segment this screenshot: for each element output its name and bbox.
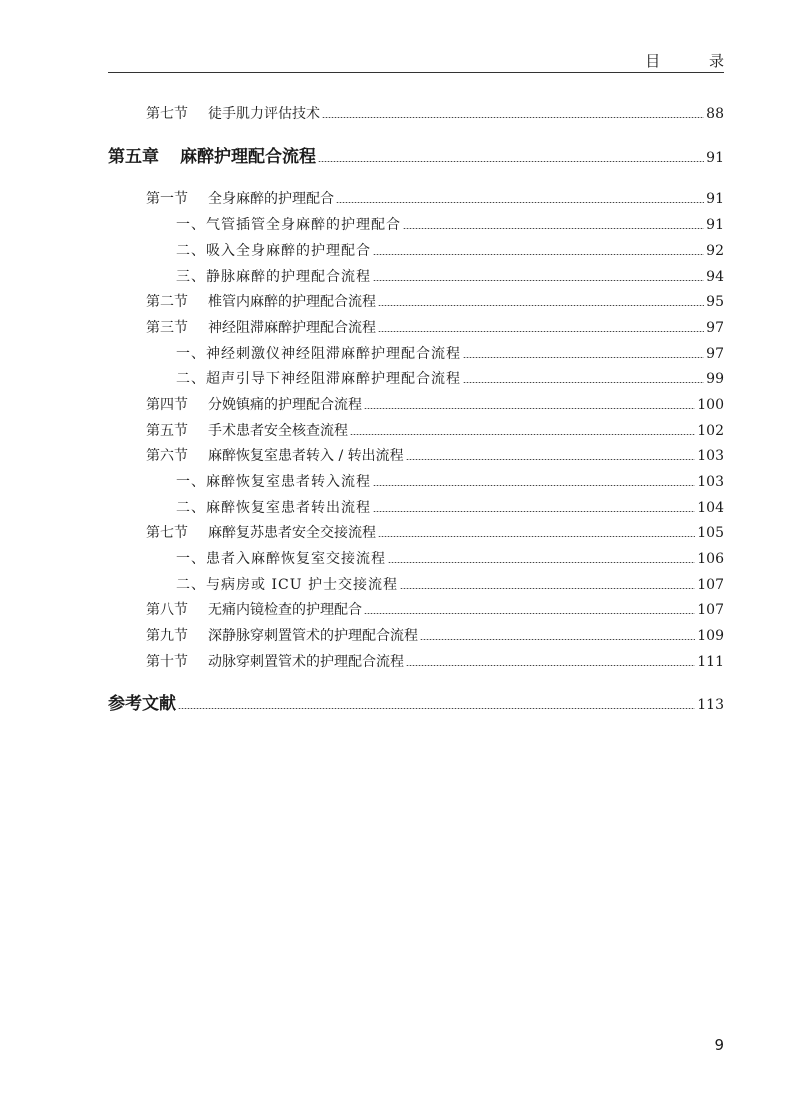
toc-entry[interactable]: [146, 600, 724, 620]
dot-leader: [336, 202, 704, 203]
dot-leader: [463, 382, 704, 383]
dot-leader: [322, 117, 704, 118]
toc-entry[interactable]: [176, 241, 724, 261]
toc-entry[interactable]: [146, 292, 724, 312]
toc-entry-number: 第六节: [146, 448, 188, 464]
running-header-title: 目 录: [645, 52, 746, 70]
toc-entry[interactable]: [146, 626, 724, 646]
toc-entry-number: 第十节: [146, 654, 188, 670]
toc-entry-title: 二、与病房或 ICU 护士交接流程: [176, 577, 398, 593]
toc-entry[interactable]: [146, 523, 724, 543]
toc-entry-page: 97: [706, 346, 724, 362]
toc-entry[interactable]: [176, 472, 724, 492]
toc-entry[interactable]: [146, 421, 724, 441]
chapter-title: 麻醉护理配合流程: [180, 147, 316, 167]
toc-entry-page: 103: [697, 448, 724, 464]
toc-entry[interactable]: [146, 395, 724, 415]
dot-leader: [350, 434, 695, 435]
toc-entry-title: 神经阻滞麻醉护理配合流程: [208, 320, 376, 336]
dot-leader: [178, 708, 695, 709]
dot-leader: [406, 665, 695, 666]
toc-entry[interactable]: [176, 344, 724, 364]
toc-entry-page: 99: [706, 371, 724, 387]
toc-entry-number: 第七节: [146, 525, 188, 541]
chapter-number: 第五章: [108, 147, 159, 167]
toc-entry-number: 第四节: [146, 397, 188, 413]
page-number: 9: [714, 1036, 724, 1054]
dot-leader: [364, 408, 695, 409]
toc-entry[interactable]: [146, 446, 724, 466]
toc-entry[interactable]: [146, 318, 724, 338]
toc-entry-page: 107: [697, 602, 724, 618]
dot-leader: [400, 588, 695, 589]
toc-entry-title: 手术患者安全核查流程: [208, 423, 348, 439]
dot-leader: [378, 536, 695, 537]
toc-entry-number: 第二节: [146, 294, 188, 310]
dot-leader: [373, 511, 695, 512]
toc-entry-title: 二、超声引导下神经阻滞麻醉护理配合流程: [176, 371, 461, 387]
toc-entry-title: 二、麻醉恢复室患者转出流程: [176, 500, 371, 516]
toc-entry-title: 动脉穿刺置管术的护理配合流程: [208, 654, 404, 670]
toc-entry-title: 麻醉恢复室患者转入 / 转出流程: [208, 448, 404, 464]
toc-entry-page: 94: [706, 269, 724, 285]
references-title: 参考文献: [108, 694, 176, 714]
toc-entry-title: 徒手肌力评估技术: [208, 106, 320, 122]
toc-entry-page: 111: [697, 654, 724, 670]
toc-entry-page: 105: [697, 525, 724, 541]
toc-entry-chapter-5[interactable]: [108, 147, 724, 168]
toc-entry-number: 第三节: [146, 320, 188, 336]
toc-entry-title: 深静脉穿刺置管术的护理配合流程: [208, 628, 418, 644]
toc-entry-page: 109: [697, 628, 724, 644]
toc-entry-page: 91: [706, 191, 724, 207]
toc-entry-number: 第五节: [146, 423, 188, 439]
toc-entry-page: 88: [706, 106, 724, 122]
toc-entry-page: 104: [697, 500, 724, 516]
toc-entry-page: 91: [706, 217, 724, 233]
dot-leader: [318, 161, 704, 162]
toc-entry-page: 102: [697, 423, 724, 439]
dot-leader: [364, 613, 695, 614]
chapter-page: 91: [706, 150, 724, 166]
toc-entry-title: 一、患者入麻醉恢复室交接流程: [176, 551, 386, 567]
toc-entry-page: 95: [706, 294, 724, 310]
toc-entry[interactable]: [176, 549, 724, 569]
toc-entry-title: 三、静脉麻醉的护理配合流程: [176, 269, 371, 285]
toc-entry-page: 92: [706, 243, 724, 259]
toc-entry-title: 麻醉复苏患者安全交接流程: [208, 525, 376, 541]
toc-entry[interactable]: [146, 652, 724, 672]
toc-entry-number: 第七节: [146, 106, 188, 122]
dot-leader: [373, 254, 704, 255]
toc-entry[interactable]: [176, 498, 724, 518]
toc-entry[interactable]: [176, 267, 724, 287]
toc-entry[interactable]: [176, 215, 724, 235]
toc-entry-page: 106: [697, 551, 724, 567]
toc-entry[interactable]: [176, 575, 724, 595]
toc-entry-references[interactable]: [108, 694, 724, 715]
toc-entry-title: 无痛内镜检查的护理配合: [208, 602, 362, 618]
dot-leader: [463, 357, 704, 358]
dot-leader: [403, 228, 704, 229]
toc-entry-title: 全身麻醉的护理配合: [208, 191, 334, 207]
dot-leader: [378, 331, 704, 332]
toc-entry-page: 97: [706, 320, 724, 336]
toc-entry-page: 100: [697, 397, 724, 413]
toc-entry-title: 分娩镇痛的护理配合流程: [208, 397, 362, 413]
header-rule: [108, 72, 724, 73]
dot-leader: [420, 639, 695, 640]
dot-leader: [373, 485, 695, 486]
references-page: 113: [697, 697, 724, 713]
toc-entry-page: 103: [697, 474, 724, 490]
toc-entry-section-7-prev[interactable]: [146, 104, 724, 124]
toc-entry-number: 第九节: [146, 628, 188, 644]
dot-leader: [378, 305, 704, 306]
toc-entry-number: 第八节: [146, 602, 188, 618]
toc-entry-title: 二、吸入全身麻醉的护理配合: [176, 243, 371, 259]
toc-entry-number: 第一节: [146, 191, 188, 207]
toc-entry[interactable]: [146, 189, 724, 209]
toc-entry-page: 107: [697, 577, 724, 593]
toc-entry-title: 椎管内麻醉的护理配合流程: [208, 294, 376, 310]
toc-entry[interactable]: [176, 369, 724, 389]
dot-leader: [373, 280, 704, 281]
dot-leader: [388, 562, 695, 563]
toc-entry-title: 一、麻醉恢复室患者转入流程: [176, 474, 371, 490]
toc-entry-title: 一、气管插管全身麻醉的护理配合: [176, 217, 401, 233]
toc-entry-title: 一、神经刺激仪神经阻滞麻醉护理配合流程: [176, 346, 461, 362]
dot-leader: [406, 459, 696, 460]
